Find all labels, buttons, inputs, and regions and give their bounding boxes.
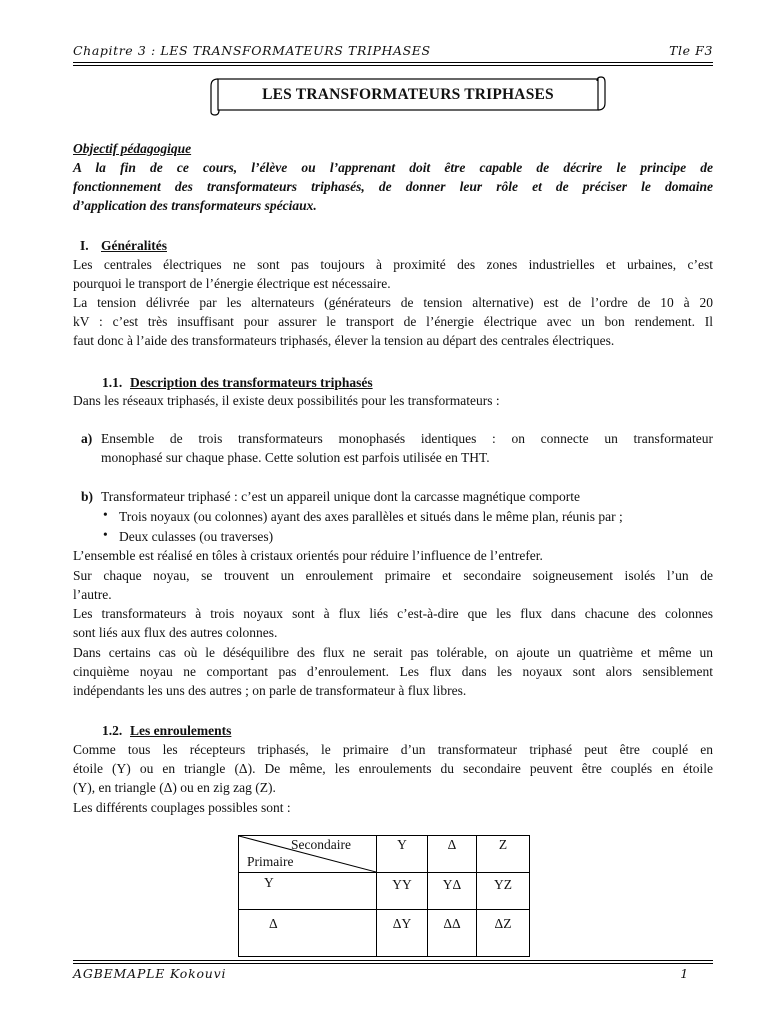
text-line: pourquoi le transport de l’énergie électrique est nécessaire.	[73, 276, 391, 292]
section-1-1-number: 1.1.	[102, 375, 123, 390]
objective-line: d’application des transformateurs spéciaux.	[73, 198, 317, 214]
section-1-2-heading: Les enroulements	[130, 723, 232, 738]
section-1-2-paragraph-1	[73, 740, 713, 798]
item-a-label: a)	[81, 431, 93, 446]
section-1-1-paragraph-3	[73, 604, 713, 642]
item-a-text	[101, 429, 713, 467]
item-b-text: Transformateur triphasé : c’est un appareil unique dont la carcasse magnétique comporte	[101, 489, 580, 504]
text-line: Sur chaque noyau, se trouvent un enroulement primaire et secondaire soigneusement isolés l’un de	[73, 568, 713, 583]
text-line: Les transformateurs à trois noyaux sont à flux liés c’est-à-dire que les flux dans chacune des colonnes	[73, 606, 713, 621]
text-line: étoile (Y) ou en triangle (Δ). De même, les enroulements du secondaire peuvent être couplés en étoile	[73, 761, 713, 777]
item-b-label: b)	[81, 489, 94, 504]
bullet-item: Deux culasses (ou traverses)	[119, 529, 274, 544]
table-header-row	[239, 836, 530, 873]
objective-text	[73, 158, 713, 216]
header-chapter: Chapitre 3 : LES TRANSFORMATEURS TRIPHASES	[73, 43, 431, 58]
section-1-paragraph-1	[73, 255, 713, 293]
objective-line: fonctionnement des transformateurs triphasés, de donner leur rôle et de préciser le domaine	[73, 179, 713, 195]
table-corner-cell	[239, 836, 377, 873]
table-row-header: Δ	[239, 910, 377, 957]
section-1-1-paragraph-1: L’ensemble est réalisé en tôles à cristaux orientés pour réduire l’influence de l’entrefer.	[73, 548, 543, 563]
document-title: LES TRANSFORMATEURS TRIPHASES	[262, 86, 554, 103]
page-number: 1	[680, 966, 689, 981]
table-column-header: Δ	[428, 836, 477, 873]
text-line: Comme tous les récepteurs triphasés, le primaire d’un transformateur triphasé peut être couplé en	[73, 742, 713, 757]
section-1-1-paragraph-2	[73, 566, 713, 604]
section-1-1-intro: Dans les réseaux triphasés, il existe deux possibilités pour les transformateurs :	[73, 393, 500, 408]
text-line: Dans certains cas où le déséquilibre des flux ne serait pas tolérable, on ajoute un quatrième et même un	[73, 645, 713, 660]
text-line: faut donc à l’aide des transformateurs triphasés, élever la tension au départ des centrales électriques.	[73, 333, 615, 349]
text-line: indépendants les uns des autres ; on parle de transformateur à flux libres.	[73, 683, 467, 699]
title-banner	[208, 76, 608, 116]
table-row	[239, 873, 530, 910]
bullet-item: Trois noyaux (ou colonnes) ayant des axes parallèles et situés dans le même plan, réunis par ;	[119, 509, 623, 524]
table-column-header: Y	[377, 836, 428, 873]
section-1-heading: Généralités	[101, 238, 167, 253]
text-line: La tension délivrée par les alternateurs (générateurs de tension alternative) est de l’ordre de 10 à 20	[73, 295, 713, 310]
table-row-header: Y	[239, 873, 377, 910]
objective-line: A la fin de ce cours, l’élève ou l’apprenant doit être capable de décrire le principe de	[73, 160, 713, 175]
text-line: l’autre.	[73, 587, 112, 603]
text-line: Ensemble de trois transformateurs monophasés identiques : on connecte un transformateur	[101, 431, 713, 446]
text-line: kV : c’est très insuffisant pour assurer le transport de l’énergie électrique avec un bon rendement. Il	[73, 314, 713, 330]
section-1-2-paragraph-2: Les différents couplages possibles sont :	[73, 800, 291, 815]
corner-secondary-label: Secondaire	[291, 837, 351, 852]
section-1-1-paragraph-4	[73, 643, 713, 701]
table-cell: YY	[377, 873, 428, 910]
header-rule	[73, 62, 713, 63]
page-header	[73, 41, 713, 63]
coupling-table	[238, 835, 530, 957]
header-class: Tle F3	[669, 43, 713, 58]
header-rule-2	[73, 65, 713, 66]
bullet-icon: •	[103, 507, 108, 522]
text-line: sont liés aux flux des autres colonnes.	[73, 625, 278, 641]
section-1-2-number: 1.2.	[102, 723, 123, 738]
footer-rule	[73, 960, 713, 961]
table-cell: YZ	[477, 873, 530, 910]
text-line: monophasé sur chaque phase. Cette solution est parfois utilisée en THT.	[101, 450, 490, 466]
section-1-paragraph-2	[73, 293, 713, 351]
text-line: Les centrales électriques ne sont pas toujours à proximité des zones industrielles et urbaines, c’est	[73, 257, 713, 272]
footer-rule-2	[73, 963, 713, 964]
text-line: (Y), en triangle (Δ) ou en zig zag (Z).	[73, 780, 276, 796]
table-cell: ΔZ	[477, 910, 530, 957]
objective-heading	[73, 139, 713, 158]
corner-primary-label: Primaire	[247, 854, 294, 869]
section-1-1-heading: Description des transformateurs triphasés	[130, 375, 373, 390]
table-cell: ΔY	[377, 910, 428, 957]
table-row	[239, 910, 530, 957]
bullet-icon: •	[103, 527, 108, 542]
text-line: cinquième noyau ne comportant pas d’enroulement. Les flux dans les noyaux sont alors sensiblement	[73, 664, 713, 680]
footer-author: AGBEMAPLE Kokouvi	[73, 966, 227, 981]
page-footer	[73, 966, 713, 984]
table-column-header: Z	[477, 836, 530, 873]
objective-heading-text: Objectif pédagogique	[73, 141, 192, 156]
table-cell: ΔΔ	[428, 910, 477, 957]
table-cell: YΔ	[428, 873, 477, 910]
section-1-number: I.	[80, 238, 89, 253]
